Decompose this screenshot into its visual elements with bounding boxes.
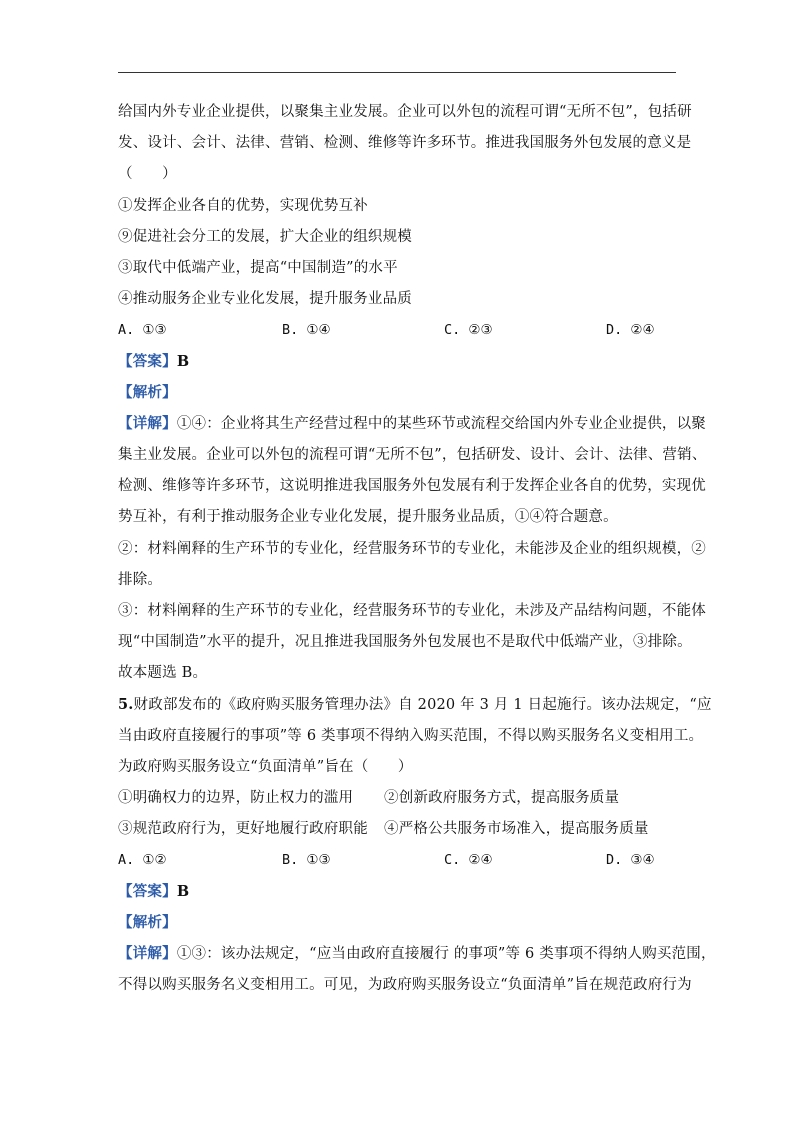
q5-stem-line-1 xyxy=(118,695,712,715)
q5-statement-2: ②创新政府服务方式，提高服务质量 xyxy=(384,790,620,806)
q4-statement-2: ⑨促进社会分工的发展，扩大企业的组织规模 xyxy=(118,229,412,245)
q5-analysis-tag xyxy=(118,913,177,933)
q5-statement-1: ①明确权力的边界，防止权力的滥用 xyxy=(118,790,354,806)
q4-detail-tag: 【详解】 xyxy=(118,415,177,432)
q4-option-b: B. ①④ xyxy=(282,322,331,338)
q5-answer xyxy=(118,882,189,902)
q4-detail-line-1 xyxy=(118,414,706,434)
q5-analysis-label: 【解析】 xyxy=(118,914,177,931)
q5-number: 5. xyxy=(118,696,134,713)
q5-stem-line-2: 当由政府直接履行的事项”等 6 类事项不得纳入购买范围，不得以购买服务名义变相用工。 xyxy=(118,728,704,744)
q5-answer-tag: 【答案】 xyxy=(118,883,177,900)
q4-statement-4: ④推动服务企业专业化发展，提升服务业品质 xyxy=(118,291,412,307)
q4-detail-line-3: 检测、维修等许多环节，这说明推进我国服务外包发展有利于发挥企业各自的优势，实现优 xyxy=(118,478,706,494)
q5-option-d: D. ③④ xyxy=(606,852,655,868)
q5-option-c: C. ②④ xyxy=(444,852,493,868)
q5-detail-line-2: 不得以购买服务名义变相用工。可见，为政府购买服务设立“负面清单”旨在规范政府行为 xyxy=(118,977,692,993)
q4-statement-3: ③取代中低端产业，提高“中国制造”的水平 xyxy=(118,260,398,276)
q4-analysis-tag xyxy=(118,383,177,403)
q4-stem-line-3: （ ） xyxy=(118,166,177,182)
q5-detail-text-1: ①③：该办法规定，“应当由政府直接履行 的事项”等 6 类事项不得纳人购买范围， xyxy=(176,946,716,962)
q4-detail-line-5: ②：材料阐释的生产环节的专业化，经营服务环节的专业化，未能涉及企业的组织规模，② xyxy=(118,541,706,557)
q4-option-d: D. ②④ xyxy=(606,322,655,338)
q4-statement-1: ①发挥企业各自的优势，实现优势互补 xyxy=(118,198,368,214)
q4-stem-line-1: 给国内外专业企业提供，以聚集主业发展。企业可以外包的流程可谓“无所不包”，包括研 xyxy=(118,104,692,120)
q5-stem-text-1: 财政部发布的《政府购买服务管理办法》自 2020 年 3 月 1 日起施行。该办法规定，“应 xyxy=(133,697,712,713)
q5-option-a: A. ①② xyxy=(118,852,167,868)
q5-answer-value: B xyxy=(176,883,190,900)
q4-stem-line-2: 发、设计、会计、法律、营销、检测、维修等许多环节。推进我国服务外包发展的意义是 xyxy=(118,135,692,151)
q4-answer-tag: 【答案】 xyxy=(118,353,177,370)
q4-detail-line-8: 现“中国制造”水平的提升，况且推进我国服务外包发展也不是取代中低端产业，③排除。 xyxy=(118,634,692,650)
q4-detail-line-4: 势互补，有利于推动服务企业专业化发展，提升服务业品质，①④符合题意。 xyxy=(118,509,618,525)
q4-detail-line-2: 集主业发展。企业可以外包的流程可谓“无所不包”，包括研发、设计、会计、法律、营销、 xyxy=(118,447,707,463)
q4-option-c: C. ②③ xyxy=(444,322,493,338)
q5-statement-4: ④严格公共服务市场准入，提高服务质量 xyxy=(384,821,649,837)
q4-detail-line-9: 故本题选 B。 xyxy=(118,665,208,681)
q5-stem-line-3: 为政府购买服务设立“负面清单”旨在（ ） xyxy=(118,759,413,775)
q5-detail-tag: 【详解】 xyxy=(118,945,177,962)
q5-detail-line-1 xyxy=(118,944,716,964)
q4-option-a: A. ①③ xyxy=(118,322,167,338)
q5-option-b: B. ①③ xyxy=(282,852,331,868)
q4-detail-line-6: 排除。 xyxy=(118,572,163,588)
q4-analysis-label: 【解析】 xyxy=(118,384,177,401)
q5-statement-3: ③规范政府行为，更好地履行政府职能 xyxy=(118,821,368,837)
q4-answer-value: B xyxy=(176,353,190,370)
q4-detail-text-1: ①④：企业将其生产经营过程中的某些环节或流程交给国内外专业企业提供，以聚 xyxy=(176,416,707,432)
q4-answer xyxy=(118,352,189,372)
q4-detail-line-7: ③：材料阐释的生产环节的专业化，经营服务环节的专业化，未涉及产品结构问题，不能体 xyxy=(118,603,706,619)
header-rule xyxy=(118,72,676,73)
